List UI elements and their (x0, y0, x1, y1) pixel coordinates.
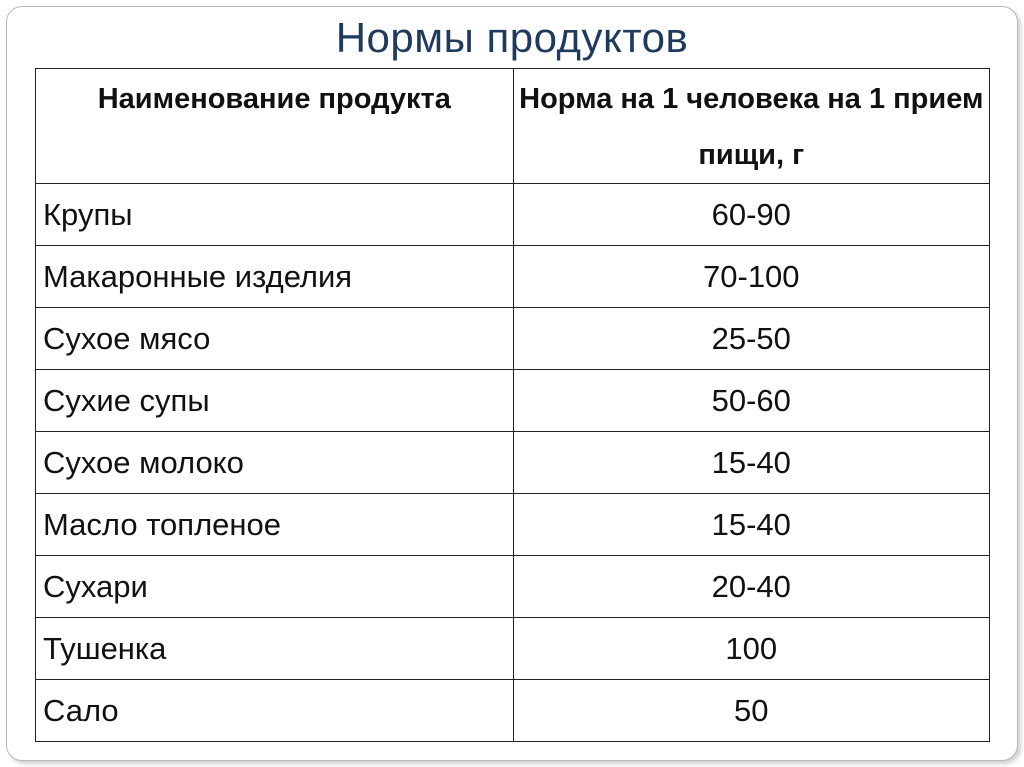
table-row (36, 618, 990, 680)
table-row (36, 370, 990, 432)
table-row (36, 308, 990, 370)
table-row (36, 432, 990, 494)
table-row (36, 184, 990, 246)
table-header-row (36, 69, 990, 184)
product-norm: 100 (513, 618, 989, 680)
product-name: Сало (36, 680, 514, 742)
product-name: Крупы (36, 184, 514, 246)
product-name: Масло топленое (36, 494, 514, 556)
column-header-norm: Норма на 1 человека на 1 прием пищи, г (513, 69, 989, 184)
product-norm: 70-100 (513, 246, 989, 308)
product-norm: 50-60 (513, 370, 989, 432)
table-row (36, 680, 990, 742)
product-norm: 20-40 (513, 556, 989, 618)
product-norm: 15-40 (513, 432, 989, 494)
table-body (36, 184, 990, 742)
product-name: Тушенка (36, 618, 514, 680)
column-header-product: Наименование продукта (36, 69, 514, 184)
norms-table (35, 68, 990, 742)
product-name: Макаронные изделия (36, 246, 514, 308)
table-row (36, 494, 990, 556)
product-name: Сухие супы (36, 370, 514, 432)
product-name: Сухари (36, 556, 514, 618)
product-norm: 60-90 (513, 184, 989, 246)
product-name: Сухое мясо (36, 308, 514, 370)
product-norm: 15-40 (513, 494, 989, 556)
table-row (36, 246, 990, 308)
product-norm: 50 (513, 680, 989, 742)
product-norm: 25-50 (513, 308, 989, 370)
product-name: Сухое молоко (36, 432, 514, 494)
table-header (36, 69, 990, 184)
table-row (36, 556, 990, 618)
page-title: Нормы продуктов (335, 14, 689, 61)
